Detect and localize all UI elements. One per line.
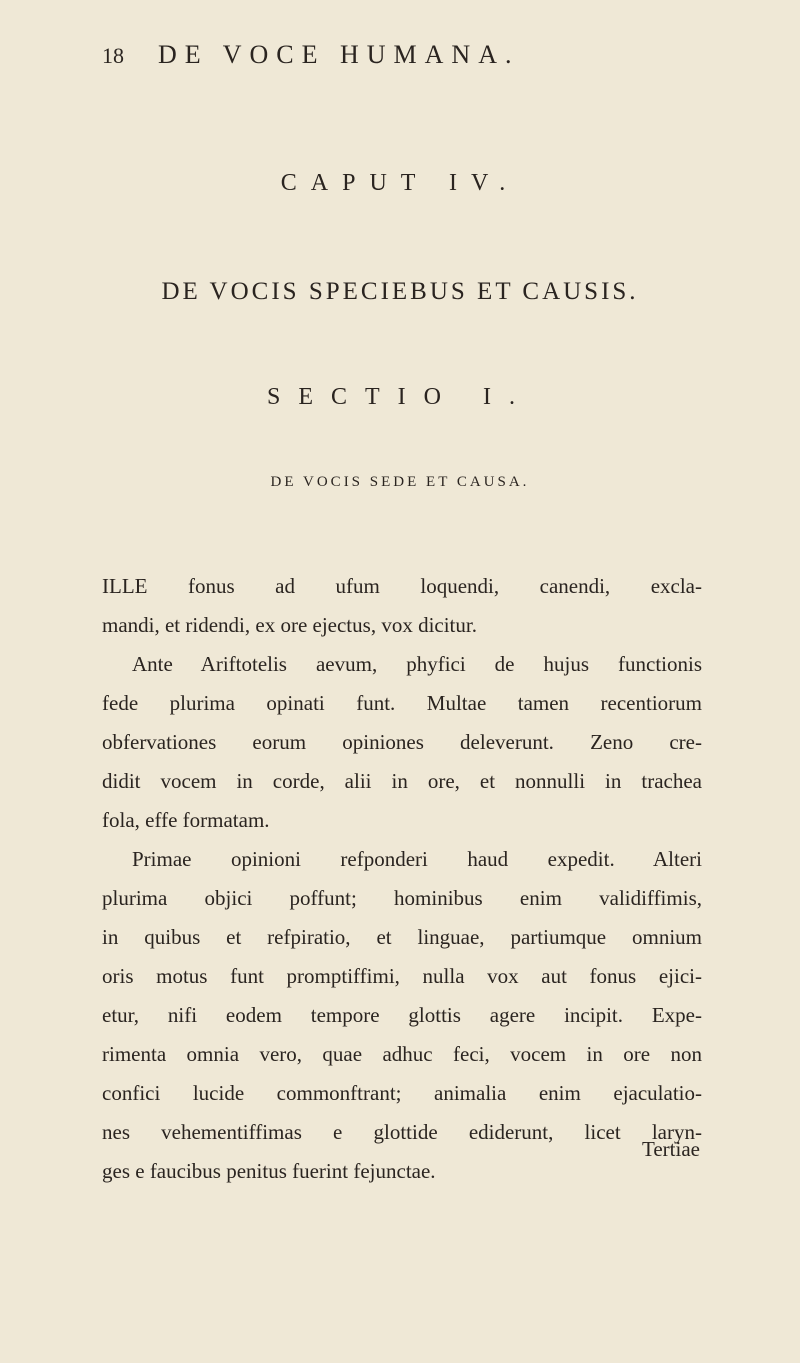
text-line: Ante Ariftotelis aevum, phyfici de hujus functionis [132,652,702,676]
text-line: fola, effe formatam. [102,808,270,832]
chapter-subtitle: DE VOCIS SPECIEBUS ET CAUSIS. [161,278,639,305]
page-number: 18 [102,43,124,68]
text-line: ges e faucibus penitus fuerint fejunctae. [102,1159,436,1183]
text-line: fede plurima opinati funt. Multae tamen recentiorum [102,691,702,715]
section-subtitle: DE VOCIS SEDE ET CAUSA. [270,474,530,490]
text-line: plurima objici poffunt; hominibus enim validiffimis, [102,886,702,910]
text-line: obfervationes eorum opiniones deleverunt. Zeno cre- [102,730,702,754]
text-line: didit vocem in corde, alii in ore, et nonnulli in trachea [102,769,702,793]
catchword: Tertiae [642,1137,700,1161]
text-line: in quibus et refpiratio, et linguae, partiumque omnium [102,925,702,949]
text-line: rimenta omnia vero, quae adhuc feci, vocem in ore non [102,1042,702,1066]
text-line: ILLE fonus ad ufum loquendi, canendi, excla- [102,574,702,598]
text-line: confici lucide commonftrant; animalia enim ejaculatio- [102,1081,702,1105]
section-heading: SECTIO I. [267,384,533,410]
text-line: oris motus funt promptiffimi, nulla vox aut fonus ejici- [102,964,702,988]
body-text [102,567,702,1191]
running-title: DE VOCE HUMANA. [158,40,520,69]
running-head [102,40,702,70]
text-line: Primae opinioni refponderi haud expedit. Alteri [132,847,702,871]
chapter-heading: CAPUT IV. [280,170,520,196]
text-line: mandi, et ridendi, ex ore ejectus, vox dicitur. [102,613,477,637]
text-line: etur, nifi eodem tempore glottis agere incipit. Expe- [102,1003,702,1027]
text-line: nes vehementiffimas e glottide ediderunt, licet laryn- [102,1120,702,1144]
